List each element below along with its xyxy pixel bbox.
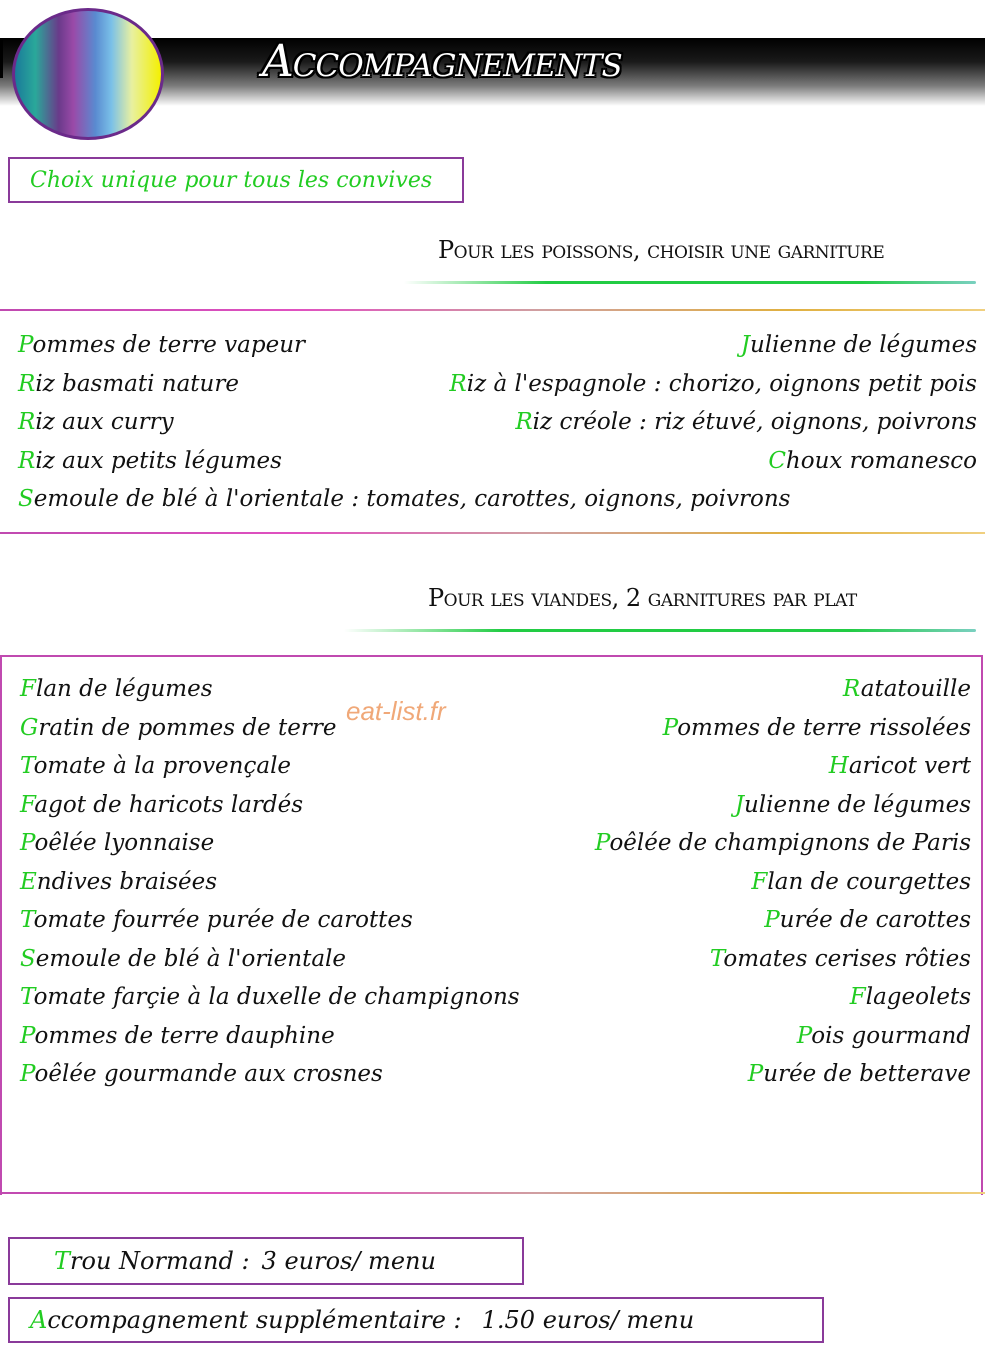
meat-left-item: Semoule de blé à l'orientale	[20, 945, 347, 972]
fish-right-item: Riz à l'espagnole : chorizo, oignons petit pois	[449, 370, 977, 397]
trou-normand-label: Trou Normand :	[54, 1247, 250, 1275]
meat-left-item: Pommes de terre dauphine	[20, 1022, 335, 1049]
trou-normand-box	[8, 1237, 524, 1285]
meat-right-item: Purée de carottes	[764, 907, 971, 933]
meat-right-item: Pois gourmand	[796, 1022, 971, 1049]
meat-section-underline	[344, 629, 976, 632]
meat-left-item: Gratin de pommes de terre	[20, 714, 337, 741]
watermark: eat-list.fr	[346, 696, 446, 726]
meat-right-item: Ratatouille	[842, 676, 971, 702]
meat-left-item: Fagot de haricots lardés	[20, 791, 304, 818]
meat-left-item: Flan de légumes	[20, 676, 213, 702]
meat-divider-bottom	[0, 1192, 985, 1194]
fish-divider-bottom	[0, 532, 985, 534]
meat-left-item: Tomate à la provençale	[20, 753, 292, 779]
trou-normand-price: 3 euros/ menu	[261, 1247, 436, 1275]
meat-right-item: Haricot vert	[828, 753, 971, 779]
meat-right-item: Purée de betterave	[747, 1061, 971, 1087]
fish-section-underline	[404, 281, 976, 284]
rainbow-logo-disc	[12, 8, 164, 140]
choice-note: Choix unique pour tous les convives	[8, 157, 464, 203]
page-title: Accompagnements	[262, 36, 622, 87]
meat-left-item: Tomate farçie à la duxelle de champignons	[20, 984, 520, 1010]
meat-right-item: Poêlée de champignons de Paris	[594, 830, 971, 856]
meat-right-item: Julienne de légumes	[734, 791, 971, 818]
meat-right-item: Flan de courgettes	[751, 868, 971, 895]
fish-left-item: Semoule de blé à l'orientale : tomates, carottes, oignons, poivrons	[18, 486, 791, 512]
fish-right-item: Riz créole : riz étuvé, oignons, poivrons	[515, 409, 977, 435]
supplement-price: 1.50 euros/ menu	[481, 1306, 695, 1334]
header-left-tick	[0, 40, 3, 78]
fish-left-item: Riz aux curry	[18, 409, 174, 435]
meat-section-title: Pour les viandes, 2 garnitures par plat	[428, 584, 857, 612]
fish-right-item: Choux romanesco	[768, 447, 977, 474]
meat-left-item: Tomate fourrée purée de carottes	[20, 907, 413, 933]
fish-right-item: Julienne de légumes	[740, 332, 977, 358]
fish-left-item: Pommes de terre vapeur	[18, 332, 305, 358]
fish-left-item: Riz aux petits légumes	[18, 447, 282, 474]
fish-divider-top	[0, 309, 985, 311]
meat-left-item: Endives braisées	[20, 868, 218, 895]
meat-left-item: Poêlée gourmande aux crosnes	[20, 1061, 383, 1087]
fish-left-item: Riz basmati nature	[18, 370, 239, 397]
meat-right-item: Flageolets	[849, 984, 971, 1010]
fish-section-title: Pour les poissons, choisir une garniture	[438, 236, 885, 264]
supplement-box	[8, 1297, 824, 1343]
meat-left-item: Poêlée lyonnaise	[20, 830, 215, 856]
meat-right-item: Tomates cerises rôties	[709, 945, 971, 972]
meat-right-item: Pommes de terre rissolées	[662, 714, 971, 741]
supplement-label: Accompagnement supplémentaire :	[30, 1306, 462, 1334]
